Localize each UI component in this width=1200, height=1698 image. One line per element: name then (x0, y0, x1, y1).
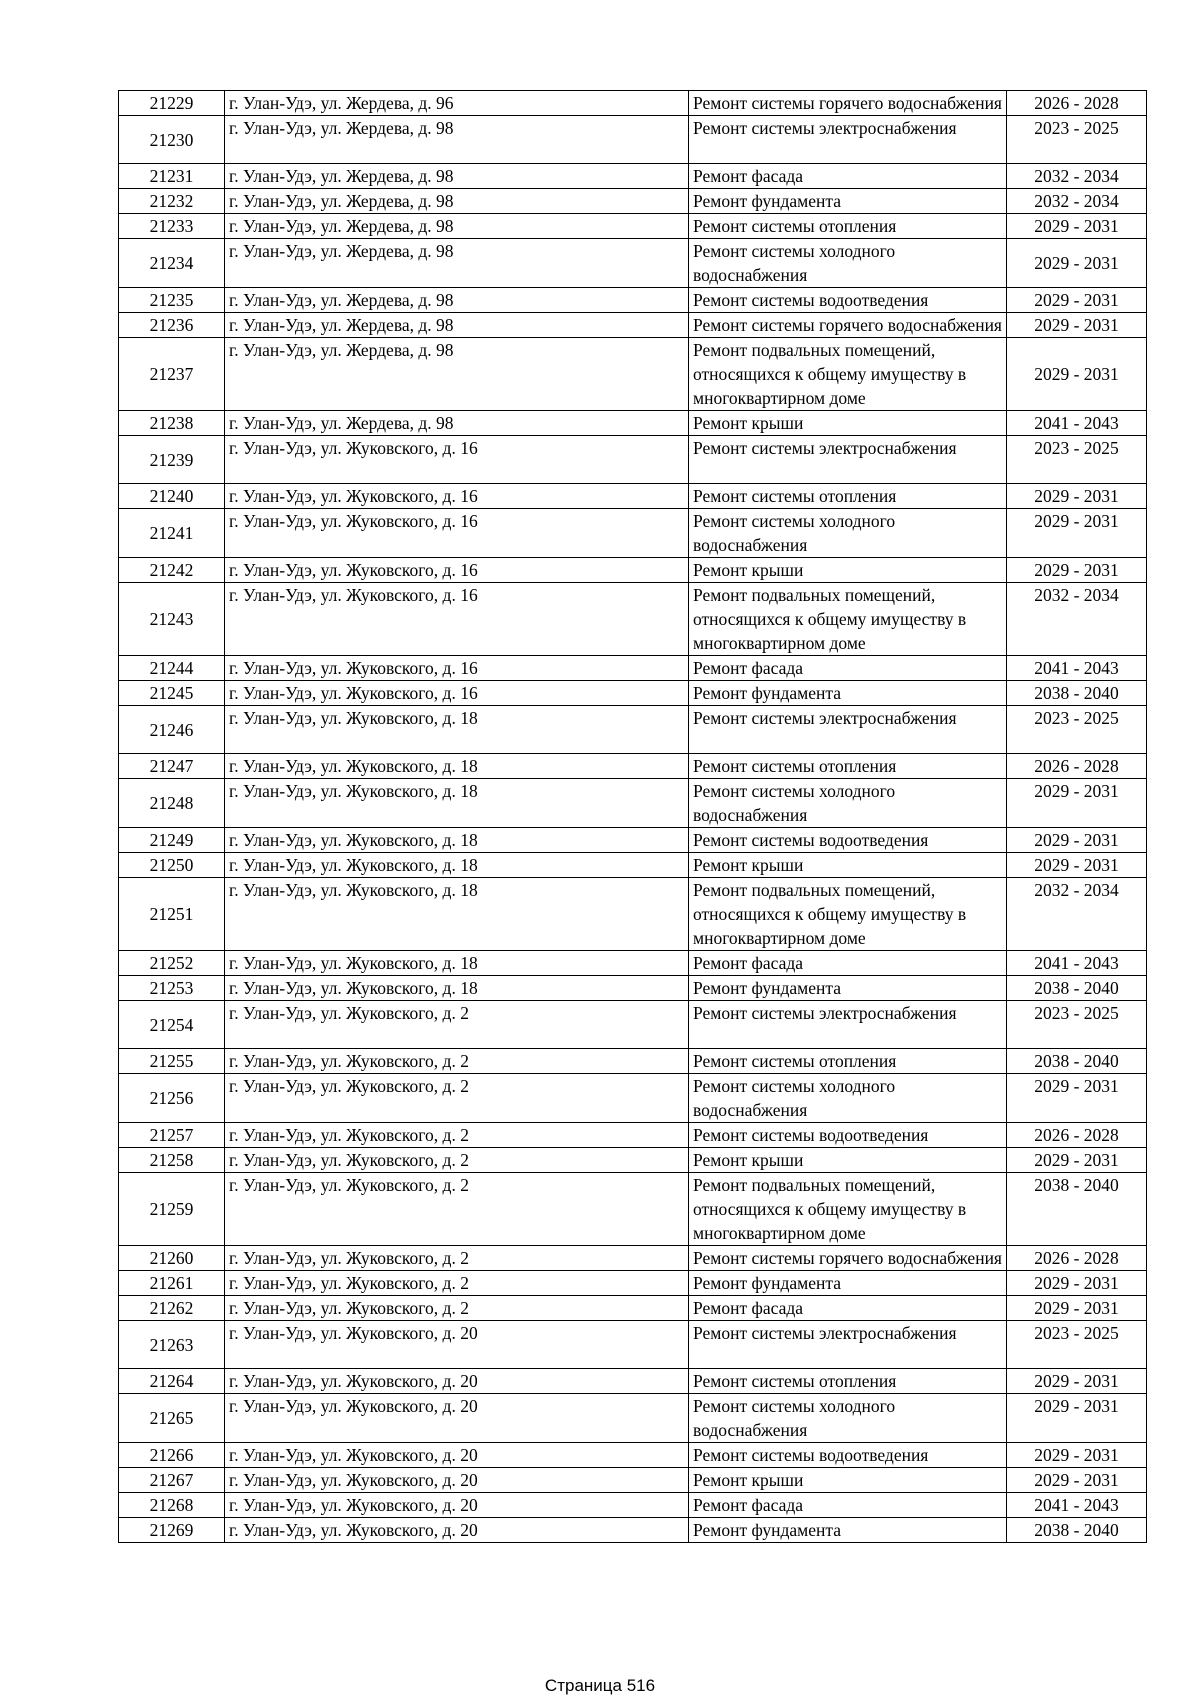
table-row (119, 214, 1147, 239)
address-cell: г. Улан-Удэ, ул. Жердева, д. 98 (225, 288, 689, 313)
address-cell: г. Улан-Удэ, ул. Жуковского, д. 16 (225, 436, 689, 484)
row-number-cell: 21235 (119, 288, 225, 313)
table-row (119, 313, 1147, 338)
work-type-cell: Ремонт фасада (689, 951, 1007, 976)
work-type-cell: Ремонт системы отопления (689, 1369, 1007, 1394)
period-cell: 2032 - 2034 (1007, 583, 1147, 656)
work-type-cell: Ремонт крыши (689, 558, 1007, 583)
table-row (119, 1443, 1147, 1468)
work-type-cell: Ремонт системы отопления (689, 484, 1007, 509)
period-cell: 2029 - 2031 (1007, 1271, 1147, 1296)
row-number-cell: 21266 (119, 1443, 225, 1468)
period-cell: 2038 - 2040 (1007, 976, 1147, 1001)
row-number-cell: 21231 (119, 164, 225, 189)
address-cell: г. Улан-Удэ, ул. Жердева, д. 98 (225, 164, 689, 189)
period-cell: 2023 - 2025 (1007, 706, 1147, 754)
table-row (119, 558, 1147, 583)
table-row (119, 164, 1147, 189)
address-cell: г. Улан-Удэ, ул. Жуковского, д. 2 (225, 1001, 689, 1049)
period-cell: 2041 - 2043 (1007, 411, 1147, 436)
address-cell: г. Улан-Удэ, ул. Жердева, д. 98 (225, 338, 689, 411)
work-type-cell: Ремонт системы горячего водоснабжения (689, 313, 1007, 338)
table-row (119, 976, 1147, 1001)
address-cell: г. Улан-Удэ, ул. Жуковского, д. 20 (225, 1493, 689, 1518)
work-type-cell: Ремонт системы холодного водоснабжения (689, 509, 1007, 558)
table-row (119, 1468, 1147, 1493)
table-row (119, 583, 1147, 656)
address-cell: г. Улан-Удэ, ул. Жуковского, д. 16 (225, 509, 689, 558)
table-row (119, 1518, 1147, 1543)
work-type-cell: Ремонт системы водоотведения (689, 1123, 1007, 1148)
address-cell: г. Улан-Удэ, ул. Жуковского, д. 20 (225, 1369, 689, 1394)
work-type-cell: Ремонт фасада (689, 164, 1007, 189)
address-cell: г. Улан-Удэ, ул. Жердева, д. 96 (225, 91, 689, 116)
work-type-cell: Ремонт фасада (689, 656, 1007, 681)
table-row (119, 436, 1147, 484)
row-number-cell: 21259 (119, 1173, 225, 1246)
work-type-cell: Ремонт фундамента (689, 189, 1007, 214)
table-row (119, 1148, 1147, 1173)
row-number-cell: 21248 (119, 779, 225, 828)
table-row (119, 1369, 1147, 1394)
period-cell: 2026 - 2028 (1007, 754, 1147, 779)
table-row (119, 706, 1147, 754)
row-number-cell: 21258 (119, 1148, 225, 1173)
work-type-cell: Ремонт подвальных помещений, относящихся к общему имуществу в многоквартирном доме (689, 338, 1007, 411)
address-cell: г. Улан-Удэ, ул. Жуковского, д. 20 (225, 1468, 689, 1493)
table-row (119, 509, 1147, 558)
table-row (119, 338, 1147, 411)
work-type-cell: Ремонт системы электроснабжения (689, 116, 1007, 164)
address-cell: г. Улан-Удэ, ул. Жуковского, д. 2 (225, 1173, 689, 1246)
table-row (119, 681, 1147, 706)
row-number-cell: 21242 (119, 558, 225, 583)
period-cell: 2029 - 2031 (1007, 1148, 1147, 1173)
table-row (119, 853, 1147, 878)
row-number-cell: 21252 (119, 951, 225, 976)
table-row (119, 1271, 1147, 1296)
table-row (119, 239, 1147, 288)
page-number: Страница 516 (544, 1676, 656, 1695)
address-cell: г. Улан-Удэ, ул. Жуковского, д. 2 (225, 1296, 689, 1321)
period-cell: 2041 - 2043 (1007, 1493, 1147, 1518)
table-row (119, 288, 1147, 313)
row-number-cell: 21263 (119, 1321, 225, 1369)
period-cell: 2029 - 2031 (1007, 214, 1147, 239)
work-type-cell: Ремонт крыши (689, 1148, 1007, 1173)
row-number-cell: 21264 (119, 1369, 225, 1394)
work-type-cell: Ремонт системы водоотведения (689, 828, 1007, 853)
work-type-cell: Ремонт фундамента (689, 681, 1007, 706)
period-cell: 2029 - 2031 (1007, 853, 1147, 878)
period-cell: 2032 - 2034 (1007, 189, 1147, 214)
row-number-cell: 21229 (119, 91, 225, 116)
work-type-cell: Ремонт подвальных помещений, относящихся к общему имуществу в многоквартирном доме (689, 1173, 1007, 1246)
period-cell: 2029 - 2031 (1007, 828, 1147, 853)
address-cell: г. Улан-Удэ, ул. Жуковского, д. 18 (225, 706, 689, 754)
table-row (119, 1173, 1147, 1246)
address-cell: г. Улан-Удэ, ул. Жуковского, д. 16 (225, 484, 689, 509)
table-row (119, 828, 1147, 853)
row-number-cell: 21261 (119, 1271, 225, 1296)
work-type-cell: Ремонт системы горячего водоснабжения (689, 91, 1007, 116)
work-type-cell: Ремонт фундамента (689, 976, 1007, 1001)
period-cell: 2023 - 2025 (1007, 1321, 1147, 1369)
row-number-cell: 21257 (119, 1123, 225, 1148)
address-cell: г. Улан-Удэ, ул. Жуковского, д. 16 (225, 681, 689, 706)
address-cell: г. Улан-Удэ, ул. Жуковского, д. 18 (225, 976, 689, 1001)
row-number-cell: 21246 (119, 706, 225, 754)
row-number-cell: 21253 (119, 976, 225, 1001)
address-cell: г. Улан-Удэ, ул. Жуковского, д. 18 (225, 754, 689, 779)
period-cell: 2038 - 2040 (1007, 1518, 1147, 1543)
period-cell: 2029 - 2031 (1007, 313, 1147, 338)
work-type-cell: Ремонт подвальных помещений, относящихся к общему имуществу в многоквартирном доме (689, 878, 1007, 951)
period-cell: 2032 - 2034 (1007, 878, 1147, 951)
table-row (119, 1049, 1147, 1074)
period-cell: 2038 - 2040 (1007, 1049, 1147, 1074)
address-cell: г. Улан-Удэ, ул. Жердева, д. 98 (225, 214, 689, 239)
address-cell: г. Улан-Удэ, ул. Жердева, д. 98 (225, 313, 689, 338)
table-row (119, 1074, 1147, 1123)
table-row (119, 91, 1147, 116)
table-row (119, 1246, 1147, 1271)
period-cell: 2029 - 2031 (1007, 288, 1147, 313)
table-row (119, 1394, 1147, 1443)
address-cell: г. Улан-Удэ, ул. Жуковского, д. 20 (225, 1518, 689, 1543)
period-cell: 2029 - 2031 (1007, 1468, 1147, 1493)
row-number-cell: 21243 (119, 583, 225, 656)
address-cell: г. Улан-Удэ, ул. Жуковского, д. 20 (225, 1443, 689, 1468)
address-cell: г. Улан-Удэ, ул. Жуковского, д. 2 (225, 1123, 689, 1148)
row-number-cell: 21238 (119, 411, 225, 436)
address-cell: г. Улан-Удэ, ул. Жуковского, д. 16 (225, 656, 689, 681)
row-number-cell: 21240 (119, 484, 225, 509)
table-row (119, 411, 1147, 436)
work-type-cell: Ремонт системы отопления (689, 214, 1007, 239)
row-number-cell: 21265 (119, 1394, 225, 1443)
table-row (119, 1493, 1147, 1518)
address-cell: г. Улан-Удэ, ул. Жуковского, д. 2 (225, 1246, 689, 1271)
table-row (119, 754, 1147, 779)
period-cell: 2038 - 2040 (1007, 1173, 1147, 1246)
address-cell: г. Улан-Удэ, ул. Жуковского, д. 20 (225, 1394, 689, 1443)
row-number-cell: 21254 (119, 1001, 225, 1049)
address-cell: г. Улан-Удэ, ул. Жуковского, д. 18 (225, 779, 689, 828)
address-cell: г. Улан-Удэ, ул. Жуковского, д. 16 (225, 583, 689, 656)
table-row (119, 1123, 1147, 1148)
address-cell: г. Улан-Удэ, ул. Жуковского, д. 18 (225, 853, 689, 878)
address-cell: г. Улан-Удэ, ул. Жердева, д. 98 (225, 189, 689, 214)
row-number-cell: 21249 (119, 828, 225, 853)
row-number-cell: 21236 (119, 313, 225, 338)
period-cell: 2026 - 2028 (1007, 91, 1147, 116)
row-number-cell: 21269 (119, 1518, 225, 1543)
address-cell: г. Улан-Удэ, ул. Жердева, д. 98 (225, 116, 689, 164)
address-cell: г. Улан-Удэ, ул. Жуковского, д. 2 (225, 1074, 689, 1123)
address-cell: г. Улан-Удэ, ул. Жуковского, д. 2 (225, 1148, 689, 1173)
table-row (119, 951, 1147, 976)
work-type-cell: Ремонт системы холодного водоснабжения (689, 1074, 1007, 1123)
work-type-cell: Ремонт фундамента (689, 1271, 1007, 1296)
table-row (119, 1296, 1147, 1321)
address-cell: г. Улан-Удэ, ул. Жуковского, д. 20 (225, 1321, 689, 1369)
work-type-cell: Ремонт системы электроснабжения (689, 1321, 1007, 1369)
row-number-cell: 21255 (119, 1049, 225, 1074)
capital-repair-table (118, 90, 1147, 1543)
row-number-cell: 21256 (119, 1074, 225, 1123)
period-cell: 2032 - 2034 (1007, 164, 1147, 189)
row-number-cell: 21267 (119, 1468, 225, 1493)
work-type-cell: Ремонт фундамента (689, 1518, 1007, 1543)
period-cell: 2023 - 2025 (1007, 1001, 1147, 1049)
period-cell: 2029 - 2031 (1007, 239, 1147, 288)
table-row (119, 779, 1147, 828)
row-number-cell: 21251 (119, 878, 225, 951)
period-cell: 2026 - 2028 (1007, 1246, 1147, 1271)
row-number-cell: 21268 (119, 1493, 225, 1518)
work-type-cell: Ремонт системы отопления (689, 754, 1007, 779)
address-cell: г. Улан-Удэ, ул. Жуковского, д. 2 (225, 1271, 689, 1296)
period-cell: 2029 - 2031 (1007, 1296, 1147, 1321)
work-type-cell: Ремонт системы водоотведения (689, 288, 1007, 313)
row-number-cell: 21262 (119, 1296, 225, 1321)
row-number-cell: 21247 (119, 754, 225, 779)
work-type-cell: Ремонт системы горячего водоснабжения (689, 1246, 1007, 1271)
work-type-cell: Ремонт системы холодного водоснабжения (689, 779, 1007, 828)
work-type-cell: Ремонт фасада (689, 1493, 1007, 1518)
period-cell: 2029 - 2031 (1007, 1443, 1147, 1468)
work-type-cell: Ремонт крыши (689, 853, 1007, 878)
table-body (119, 91, 1147, 1543)
row-number-cell: 21260 (119, 1246, 225, 1271)
period-cell: 2029 - 2031 (1007, 1074, 1147, 1123)
period-cell: 2023 - 2025 (1007, 116, 1147, 164)
period-cell: 2029 - 2031 (1007, 484, 1147, 509)
row-number-cell: 21244 (119, 656, 225, 681)
work-type-cell: Ремонт фасада (689, 1296, 1007, 1321)
table-row (119, 189, 1147, 214)
period-cell: 2038 - 2040 (1007, 681, 1147, 706)
row-number-cell: 21250 (119, 853, 225, 878)
row-number-cell: 21241 (119, 509, 225, 558)
work-type-cell: Ремонт системы отопления (689, 1049, 1007, 1074)
period-cell: 2026 - 2028 (1007, 1123, 1147, 1148)
address-cell: г. Улан-Удэ, ул. Жуковского, д. 18 (225, 828, 689, 853)
row-number-cell: 21237 (119, 338, 225, 411)
work-type-cell: Ремонт подвальных помещений, относящихся к общему имуществу в многоквартирном доме (689, 583, 1007, 656)
period-cell: 2029 - 2031 (1007, 1369, 1147, 1394)
period-cell: 2041 - 2043 (1007, 951, 1147, 976)
period-cell: 2029 - 2031 (1007, 338, 1147, 411)
table-row (119, 1001, 1147, 1049)
period-cell: 2029 - 2031 (1007, 779, 1147, 828)
period-cell: 2041 - 2043 (1007, 656, 1147, 681)
table-row (119, 656, 1147, 681)
table-row (119, 878, 1147, 951)
row-number-cell: 21233 (119, 214, 225, 239)
address-cell: г. Улан-Удэ, ул. Жуковского, д. 2 (225, 1049, 689, 1074)
work-type-cell: Ремонт крыши (689, 1468, 1007, 1493)
address-cell: г. Улан-Удэ, ул. Жердева, д. 98 (225, 239, 689, 288)
table-row (119, 484, 1147, 509)
period-cell: 2029 - 2031 (1007, 509, 1147, 558)
period-cell: 2023 - 2025 (1007, 436, 1147, 484)
address-cell: г. Улан-Удэ, ул. Жуковского, д. 18 (225, 951, 689, 976)
row-number-cell: 21230 (119, 116, 225, 164)
work-type-cell: Ремонт системы холодного водоснабжения (689, 239, 1007, 288)
period-cell: 2029 - 2031 (1007, 558, 1147, 583)
address-cell: г. Улан-Удэ, ул. Жуковского, д. 16 (225, 558, 689, 583)
row-number-cell: 21239 (119, 436, 225, 484)
work-type-cell: Ремонт системы водоотведения (689, 1443, 1007, 1468)
row-number-cell: 21234 (119, 239, 225, 288)
row-number-cell: 21232 (119, 189, 225, 214)
row-number-cell: 21245 (119, 681, 225, 706)
address-cell: г. Улан-Удэ, ул. Жуковского, д. 18 (225, 878, 689, 951)
work-type-cell: Ремонт системы холодного водоснабжения (689, 1394, 1007, 1443)
table-row (119, 116, 1147, 164)
work-type-cell: Ремонт крыши (689, 411, 1007, 436)
work-type-cell: Ремонт системы электроснабжения (689, 436, 1007, 484)
address-cell: г. Улан-Удэ, ул. Жердева, д. 98 (225, 411, 689, 436)
work-type-cell: Ремонт системы электроснабжения (689, 706, 1007, 754)
period-cell: 2029 - 2031 (1007, 1394, 1147, 1443)
table-row (119, 1321, 1147, 1369)
work-type-cell: Ремонт системы электроснабжения (689, 1001, 1007, 1049)
